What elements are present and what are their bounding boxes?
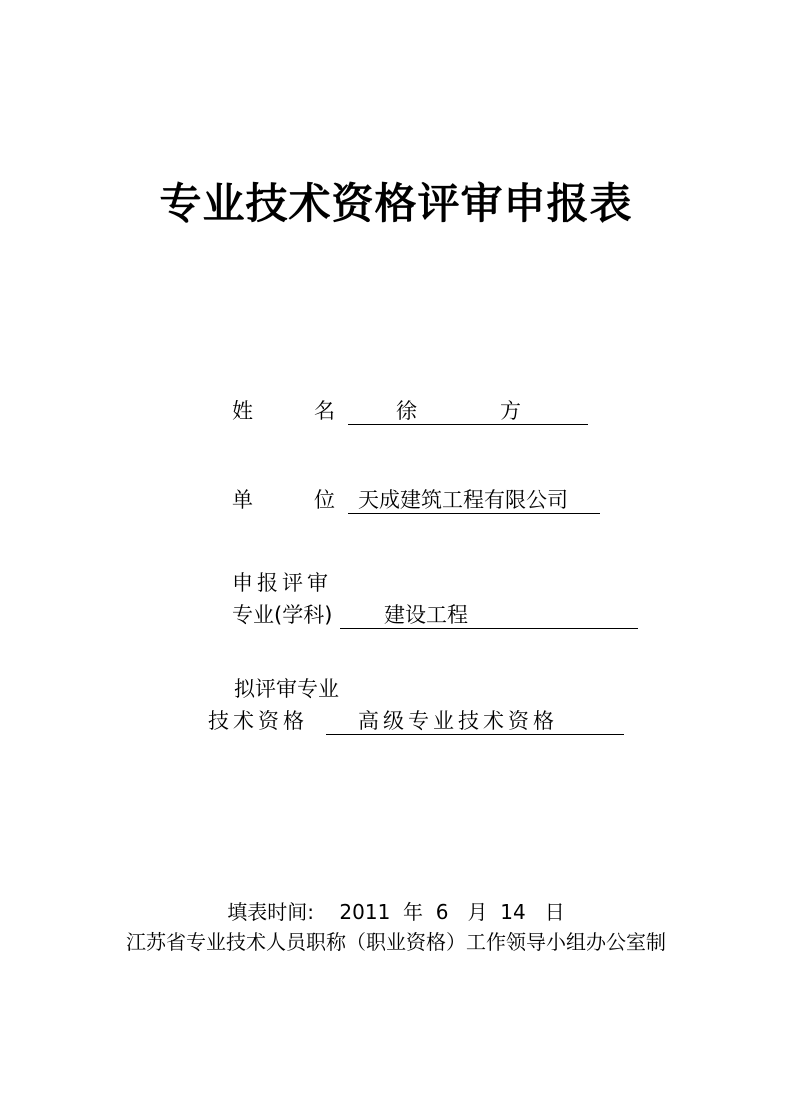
date-month-unit: 月 xyxy=(467,900,488,924)
major-value-line xyxy=(340,602,638,629)
name-value-line xyxy=(348,398,588,425)
name-label-char-2: 名 xyxy=(314,399,335,423)
name-field xyxy=(232,398,612,426)
qualification-label-line-2: 技术资格 xyxy=(208,709,308,733)
name-value-char-1: 徐 xyxy=(396,399,417,423)
unit-value-line xyxy=(348,487,600,514)
major-label-line-1: 申报评审 xyxy=(232,571,332,595)
major-field xyxy=(232,570,652,630)
date-month: 6 xyxy=(435,900,449,924)
date-day: 14 xyxy=(500,900,526,924)
qualification-value-line xyxy=(326,708,624,735)
name-value-char-2: 方 xyxy=(500,399,521,423)
qualification-label-line-1: 拟评审专业 xyxy=(234,677,339,701)
unit-field xyxy=(232,487,612,515)
form-title: 专业技术资格评审申报表 xyxy=(159,179,633,228)
fill-date xyxy=(0,899,792,925)
qualification-value: 高级专业技术资格 xyxy=(358,709,558,733)
date-year: 2011 xyxy=(339,900,391,924)
unit-value: 天成建筑工程有限公司 xyxy=(358,488,568,512)
issuer-line: 江苏省专业技术人员职称（职业资格）工作领导小组办公室制 xyxy=(126,930,666,954)
name-label-char-1: 姓 xyxy=(232,399,253,423)
major-label-line-2: 专业(学科) xyxy=(232,603,333,627)
date-label: 填表时间: xyxy=(227,900,314,924)
unit-label-char-1: 单 xyxy=(232,488,253,512)
major-value: 建设工程 xyxy=(384,603,468,627)
date-day-unit: 日 xyxy=(544,900,565,924)
unit-label-char-2: 位 xyxy=(314,488,335,512)
qualification-field xyxy=(208,676,648,736)
date-year-unit: 年 xyxy=(403,900,424,924)
